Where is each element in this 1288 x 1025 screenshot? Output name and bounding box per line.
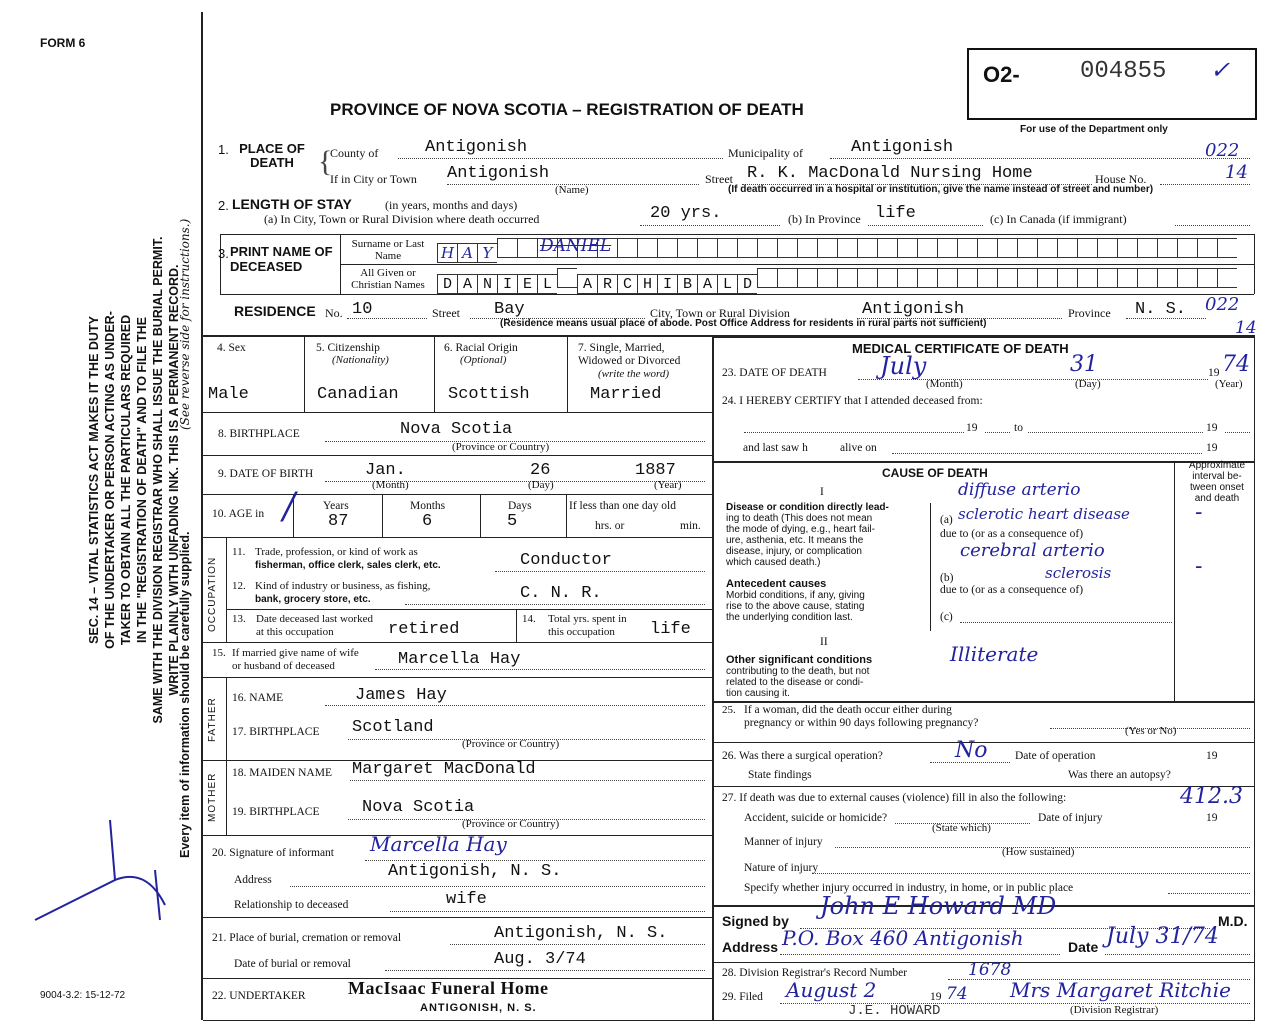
q26-text: Was there a surgical operation? <box>739 750 883 762</box>
cause-b-label: (b) <box>940 572 954 584</box>
mother-name-label: MAIDEN NAME <box>249 767 332 779</box>
age-years-label: Years <box>323 500 349 512</box>
dod-year: 74 <box>1222 352 1250 377</box>
cause-part1: I <box>820 486 824 498</box>
municipality-label: Municipality of <box>728 146 803 160</box>
bp-value: Nova Scotia <box>400 420 513 439</box>
dod-month: July <box>880 352 927 380</box>
instr-1: SEC. 14 – VITAL STATISTICS ACT MAKES IT THE DUTY <box>87 316 101 644</box>
bp-sub: (Province or Country) <box>452 441 550 453</box>
dob-month: Jan. <box>365 461 406 480</box>
certify-text: I HEREBY CERTIFY that I attended deceased from: <box>739 395 983 407</box>
q23-num: 23. <box>722 367 737 379</box>
race-value: Scottish <box>448 385 530 404</box>
q14-line1: Total yrs. spent in <box>548 613 627 625</box>
age-months: 6 <box>422 512 433 531</box>
marital-value: Married <box>590 385 662 404</box>
industry-value: C. N. R. <box>520 584 602 603</box>
row-677 <box>203 677 712 678</box>
col-cit <box>434 337 435 412</box>
mother-bp-sub: (Province or Country) <box>462 818 560 830</box>
informant-addr: Antigonish, N. S. <box>388 862 562 881</box>
autopsy-label: Was there an autopsy? <box>1068 769 1171 781</box>
injury-date-label: Date of injury <box>1038 812 1103 824</box>
disease-label-2: ing to death (This does not mean <box>726 513 873 524</box>
sex-label: Sex <box>228 342 246 354</box>
age-col2 <box>382 494 383 537</box>
other-cond-value: Illiterate <box>950 642 1039 666</box>
given-char: N <box>477 274 497 294</box>
age-days-label: Days <box>508 500 532 512</box>
street-label: Street <box>705 172 733 186</box>
race-sub: (Optional) <box>460 354 507 366</box>
res-no-label: No. <box>325 306 343 320</box>
age-months-label: Months <box>410 500 446 512</box>
accident-label: Accident, suicide or homicide? <box>744 812 888 824</box>
place-code: 022 <box>1205 140 1240 161</box>
signed-date-label: Date <box>1068 939 1099 955</box>
bp-label: BIRTHPLACE <box>229 428 300 440</box>
q25-yn: (Yes or No) <box>1125 725 1177 737</box>
last-worked-value: retired <box>388 620 460 639</box>
spouse-label-1: If married give name of wife <box>232 647 359 659</box>
age-num: 10. <box>212 508 227 520</box>
informant-rel-label: Relationship to deceased <box>234 899 349 911</box>
res-code-2: 14 <box>1235 318 1257 338</box>
row-917 <box>203 917 712 918</box>
marital-label: Single, Married, Widowed or Divorced <box>578 342 681 367</box>
sex-value: Male <box>208 385 249 404</box>
cause-a-label: (a) <box>940 514 953 526</box>
q25-line1: If a woman, did the death occur either during <box>744 704 952 716</box>
dod-month-label: (Month) <box>926 378 963 390</box>
spouse-label-2: or husband of deceased <box>232 660 335 672</box>
disease-label-3: the mode of dying, e.g., heart fail- <box>726 524 875 535</box>
stay-a-value: 20 yrs. <box>650 204 722 223</box>
state-which: (State which) <box>932 822 991 834</box>
q27-code: 412.3 <box>1180 784 1243 809</box>
cause-top <box>714 461 1254 463</box>
given-char: A <box>697 274 717 294</box>
instructions-rotated <box>86 160 182 800</box>
mother-name: Margaret MacDonald <box>352 760 536 779</box>
occupation-side-label: OCCUPATION <box>207 556 218 632</box>
surname-label: Surname or Last Name <box>351 238 425 262</box>
interval-label-1: Approximate <box>1188 460 1246 471</box>
other-note-1: contributing to the death, but not <box>726 666 870 677</box>
given-label: All Given or Christian Names <box>351 267 425 291</box>
cause-a-line2: sclerotic heart disease <box>958 505 1130 523</box>
given-char: I <box>497 274 517 294</box>
interval-col <box>1174 461 1175 701</box>
mother-bp: Nova Scotia <box>362 798 475 817</box>
given-char: D <box>437 274 457 294</box>
disease-label-1: Disease or condition directly lead- <box>726 502 889 513</box>
q19-num: 19. <box>232 806 247 818</box>
record-num-label: Division Registrar's Record Number <box>739 967 908 979</box>
q11-num: 11. <box>232 546 246 558</box>
race-label: Racial Origin <box>455 342 518 354</box>
stay-sub: (in years, months and days) <box>385 198 518 212</box>
given-char: E <box>517 274 537 294</box>
place-note: (If death occurred in a hospital or institution, give the name instead of street and number) <box>728 184 1154 195</box>
reg-number: 004855 <box>1080 58 1167 85</box>
dod-label: DATE OF DEATH <box>739 367 827 379</box>
cit-num: 5. <box>316 342 325 354</box>
city-label: If in City or Town <box>330 172 417 186</box>
given-char: A <box>577 274 597 294</box>
side-note: Every item of information should be carefully supplied. <box>178 531 192 858</box>
antecedent-note-2: rise to the above cause, stating <box>726 601 865 612</box>
row-537 <box>203 537 712 538</box>
instr-6: WRITE PLAINLY WITH UNFADING INK. THIS IS A PERMANENT RECORD. <box>167 264 181 696</box>
q14-line2: this occupation <box>548 626 615 638</box>
q13-line1: Date deceased last worked <box>256 613 373 625</box>
physician-signature: John E Howard MD <box>820 892 1057 920</box>
dob-year-label: (Year) <box>654 479 682 491</box>
burial-place: Antigonish, N. S. <box>494 924 668 943</box>
informant-rel: wife <box>446 890 487 909</box>
dob-label: DATE OF BIRTH <box>229 468 314 480</box>
father-name: James Hay <box>355 686 447 705</box>
given-char: D <box>737 274 757 294</box>
parent-side-line <box>226 677 227 835</box>
op-date-label: Date of operation <box>1015 750 1096 762</box>
stay-b-value: life <box>875 204 916 223</box>
race-num: 6. <box>444 342 453 354</box>
dod-century: 19 <box>1208 367 1220 379</box>
surname-char: Y <box>477 243 497 263</box>
residence-label: RESIDENCE <box>234 303 316 319</box>
due-to-2: due to (or as a consequence of) <box>940 584 1084 596</box>
mother-bp-label: BIRTHPLACE <box>249 806 320 818</box>
cit-value: Canadian <box>317 385 399 404</box>
q25-num: 25. <box>722 704 736 716</box>
cause-b-line2: sclerosis <box>1045 564 1112 582</box>
q28-num: 28. <box>722 967 737 979</box>
to-label: to <box>1014 422 1023 434</box>
marital-num: 7. <box>578 342 587 354</box>
father-bp-sub: (Province or Country) <box>462 738 560 750</box>
stay-b-label: (b) In Province <box>788 212 861 226</box>
row-642 <box>203 642 712 643</box>
inj-century: 19 <box>1206 812 1218 824</box>
spouse-num: 15. <box>212 647 226 659</box>
reg-check-icon: ✓ <box>1210 56 1231 84</box>
age-col3 <box>480 494 481 537</box>
given-char: A <box>457 274 477 294</box>
father-side-label: FATHER <box>207 697 218 742</box>
father-name-label: NAME <box>249 692 284 704</box>
name-num: 3. <box>218 246 229 261</box>
q12-num: 12. <box>232 580 246 592</box>
last-saw-label: and last saw h <box>743 442 808 454</box>
cause-a-line1: diffuse arterio <box>958 480 1081 500</box>
county-value: Antigonish <box>425 138 528 157</box>
res-prov-value: N. S. <box>1135 300 1187 319</box>
given-char: R <box>597 274 617 294</box>
cause-a-interval: - <box>1195 500 1203 525</box>
reg-prefix: O2- <box>983 62 1020 87</box>
filed-year: 74 <box>946 984 968 1004</box>
disease-label-4: ure, asthenia, etc. It means the <box>726 535 864 546</box>
res-prov-label: Province <box>1068 306 1111 320</box>
q27-text: If death was due to external causes (violence) fill in also the following: <box>739 792 1067 804</box>
age-days: 5 <box>507 512 518 531</box>
medical-title: MEDICAL CERTIFICATE OF DEATH <box>852 341 1069 356</box>
given-char: I <box>657 274 677 294</box>
father-bp: Scotland <box>352 718 434 737</box>
interval-label-4: and death <box>1194 493 1240 504</box>
from-century: 19 <box>966 422 978 434</box>
dob-year: 1887 <box>635 461 676 480</box>
undertaker-label: UNDERTAKER <box>229 990 306 1002</box>
informant-sig-label: Signature of informant <box>229 847 335 859</box>
stay-a-label: (a) In City, Town or Rural Division where death occurred <box>264 212 540 226</box>
right-border <box>1254 337 1255 1020</box>
q25-line2: pregnancy or within 90 days following pregnancy? <box>744 717 979 729</box>
marital-sub: (write the word) <box>598 368 670 380</box>
center-divider <box>712 337 714 1020</box>
cit-sub: (Nationality) <box>332 354 389 366</box>
manner-label: Manner of injury <box>744 836 823 848</box>
given-char: L <box>537 274 557 294</box>
given-char: L <box>717 274 737 294</box>
filed-label: Filed <box>739 991 763 1003</box>
surname-char: A <box>457 243 477 263</box>
occupation-value: Conductor <box>520 551 612 570</box>
place-num: 1. <box>218 142 229 157</box>
antecedent-label: Antecedent causes <box>726 578 827 590</box>
dept-use-note: For use of the Department only <box>1020 124 1168 135</box>
address-label: Address <box>722 939 779 955</box>
interval-label-3: tween onset <box>1190 482 1244 493</box>
age-check-mark: / <box>283 486 296 527</box>
cause-b-line1: cerebral arterio <box>960 540 1105 561</box>
q12-line2: bank, grocery store, etc. <box>255 594 371 605</box>
row-412 <box>203 412 712 413</box>
given-char <box>557 268 577 288</box>
instr-5: SAME WITH THE DIVISION REGISTRAR WHO SHALL ISSUE THE BURIAL PERMIT. <box>151 236 165 724</box>
name-box-top <box>220 234 1254 235</box>
col-sex <box>304 337 305 412</box>
instr-3: TAKER TO OBTAIN ALL THE PARTICULARS REQUIRED <box>119 314 133 646</box>
given-char: H <box>637 274 657 294</box>
given-char: B <box>677 274 697 294</box>
q11-line1: Trade, profession, or kind of work as <box>255 546 418 558</box>
row-494 <box>203 494 712 495</box>
antecedent-note-3: the underlying condition last. <box>726 612 853 623</box>
q29-num: 29. <box>722 991 737 1003</box>
cause-part2: II <box>820 636 828 648</box>
age-hrs-label: hrs. or <box>595 520 625 532</box>
name-box-bottom <box>220 294 1254 295</box>
surname-struck: DANIEL <box>540 236 612 256</box>
stay-num: 2. <box>218 198 229 213</box>
due-to-1: due to (or as a consequence of) <box>940 528 1084 540</box>
other-cond-label: Other significant conditions <box>726 654 873 666</box>
side-note-2: (See reverse side for instructions.) <box>178 218 192 430</box>
cause-bottom <box>714 701 1254 703</box>
q14-num: 14. <box>522 613 536 625</box>
res-note: (Residence means usual place of abode. Post Office Address for residents in rural parts not sufficient) <box>500 318 987 329</box>
row-455 <box>203 455 712 456</box>
years-spent-value: life <box>650 620 691 639</box>
dob-day: 26 <box>530 461 551 480</box>
record-number: 1678 <box>968 960 1012 980</box>
age-label: AGE in <box>228 508 265 520</box>
form-code: 9004-3.2: 15-12-72 <box>40 990 126 1001</box>
res-street-value: Bay <box>494 300 525 319</box>
spouse-value: Marcella Hay <box>398 650 521 669</box>
physician-address: P.O. Box 460 Antigonish <box>782 926 1024 950</box>
form-label: FORM 6 <box>40 36 86 50</box>
findings-label: State findings <box>748 769 812 781</box>
stay-c-label: (c) In Canada (if immigrant) <box>990 212 1127 226</box>
q13-num: 13. <box>232 613 246 625</box>
row-786 <box>714 786 1254 787</box>
res-no-value: 10 <box>352 300 373 319</box>
age-min-label: min. <box>680 520 701 532</box>
burial-date: Aug. 3/74 <box>494 950 586 969</box>
col-13-14 <box>516 609 517 642</box>
undertaker-name: MacIsaac Funeral Home <box>348 978 549 998</box>
occ-side-line <box>226 537 227 642</box>
street-value: R. K. MacDonald Nursing Home <box>747 164 1033 183</box>
registrar-stamp: J.E. HOWARD <box>848 1003 941 1019</box>
q11-line2: fisherman, office clerk, sales clerk, etc. <box>255 560 441 571</box>
signed-by-label: Signed by <box>722 913 789 929</box>
house-label: House No. <box>1095 172 1147 186</box>
informant-signature: Marcella Hay <box>370 832 507 856</box>
dod-day: 31 <box>1070 352 1098 377</box>
op-century: 19 <box>1206 750 1218 762</box>
dod-day-label: (Day) <box>1075 378 1101 390</box>
place-brace: { <box>318 145 333 178</box>
instr-4: IN THE "REGISTRATION OF DEATH" AND TO FILE THE <box>135 317 149 643</box>
alive-on-label: alive on <box>840 442 877 454</box>
left-border <box>201 12 203 1020</box>
municipality-value: Antigonish <box>851 138 954 157</box>
res-city-label: City, Town or Rural Division <box>650 306 790 320</box>
cit-label: Citizenship <box>327 342 380 354</box>
disease-label-5: disease, injury, or complication <box>726 546 862 557</box>
q26-value: No <box>955 738 988 763</box>
q13-line2: at this occupation <box>256 626 334 638</box>
cause-c-label: (c) <box>940 611 953 623</box>
page-title: PROVINCE OF NOVA SCOTIA – REGISTRATION OF DEATH <box>330 100 804 119</box>
age-years: 87 <box>328 512 349 531</box>
q21-num: 21. <box>212 932 227 944</box>
mother-side-label: MOTHER <box>207 772 218 822</box>
informant-addr-label: Address <box>234 874 272 886</box>
registrar-sub: (Division Registrar) <box>1070 1004 1159 1016</box>
other-note-3: tion causing it. <box>726 688 790 699</box>
md-label: M.D. <box>1218 913 1248 929</box>
q22-num: 22. <box>212 990 227 1002</box>
q12-line1: Kind of industry or business, as fishing, <box>255 580 431 592</box>
instr-2: OF THE UNDERTAKER OR PERSON ACTING AS UNDER- <box>103 311 117 649</box>
filed-century: 19 <box>930 991 942 1003</box>
dod-year-label: (Year) <box>1215 378 1243 390</box>
specify-label: Specify whether injury occurred in industry, in home, or in public place <box>744 882 1074 894</box>
age-less-label: If less than one day old <box>569 500 676 512</box>
place-label: PLACE OF DEATH <box>239 141 305 170</box>
cause-bracket-col <box>930 503 931 631</box>
to-century: 19 <box>1206 422 1218 434</box>
q26-num: 26. <box>722 750 737 762</box>
dob-day-label: (Day) <box>528 479 554 491</box>
cause-title: CAUSE OF DEATH <box>882 466 988 480</box>
dob-num: 9. <box>218 468 227 480</box>
signed-date: July 31/74 <box>1106 924 1219 949</box>
dob-month-label: (Month) <box>372 479 409 491</box>
name-box-left <box>220 234 221 294</box>
county-label: County of <box>330 146 379 160</box>
given-boxes <box>437 268 1237 293</box>
q18-num: 18. <box>232 767 247 779</box>
age-col4 <box>566 494 567 537</box>
city-name-sub: (Name) <box>555 184 589 196</box>
res-code: 022 <box>1205 294 1240 315</box>
col-race <box>567 337 568 412</box>
q16-num: 16. <box>232 692 247 704</box>
sex-num: 4. <box>217 342 226 354</box>
bottom-border <box>203 1020 1255 1021</box>
father-bp-label: BIRTHPLACE <box>249 726 320 738</box>
name-box-mid <box>340 264 1254 265</box>
res-city-value: Antigonish <box>862 300 965 319</box>
registrar-signature: Mrs Margaret Ritchie <box>1010 978 1231 1002</box>
disease-label-6: which caused death.) <box>726 557 821 568</box>
burial-place-label: Place of burial, cremation or removal <box>229 932 402 944</box>
city-value: Antigonish <box>447 164 550 183</box>
undertaker-sub: ANTIGONISH, N. S. <box>420 1002 537 1014</box>
nature-label: Nature of injury <box>744 862 819 874</box>
house-value: 14 <box>1225 162 1248 183</box>
q17-num: 17. <box>232 726 247 738</box>
antecedent-note-1: Morbid conditions, if any, giving <box>726 590 865 601</box>
how-sustained: (How sustained) <box>1002 846 1075 858</box>
surname-char: H <box>437 243 457 263</box>
burial-date-label: Date of burial or removal <box>234 958 351 970</box>
name-label: PRINT NAME OF DECEASED <box>230 244 333 274</box>
q24-num: 24. <box>722 395 737 407</box>
res-street-label: Street <box>432 306 460 320</box>
alive-century: 19 <box>1206 442 1218 454</box>
cause-b-interval: - <box>1195 554 1203 579</box>
q27-num: 27. <box>722 792 737 804</box>
scribble-mark <box>15 810 185 930</box>
q20-num: 20. <box>212 847 227 859</box>
row-609 <box>226 609 712 610</box>
other-note-2: related to the disease or condi- <box>726 677 864 688</box>
bp-num: 8. <box>218 428 227 440</box>
interval-label-2: interval be- <box>1192 471 1242 482</box>
med-top <box>714 337 1254 338</box>
filed-date: August 2 <box>786 978 877 1002</box>
given-char: C <box>617 274 637 294</box>
stay-label: LENGTH OF STAY <box>232 196 352 212</box>
name-box-right <box>1254 234 1255 294</box>
